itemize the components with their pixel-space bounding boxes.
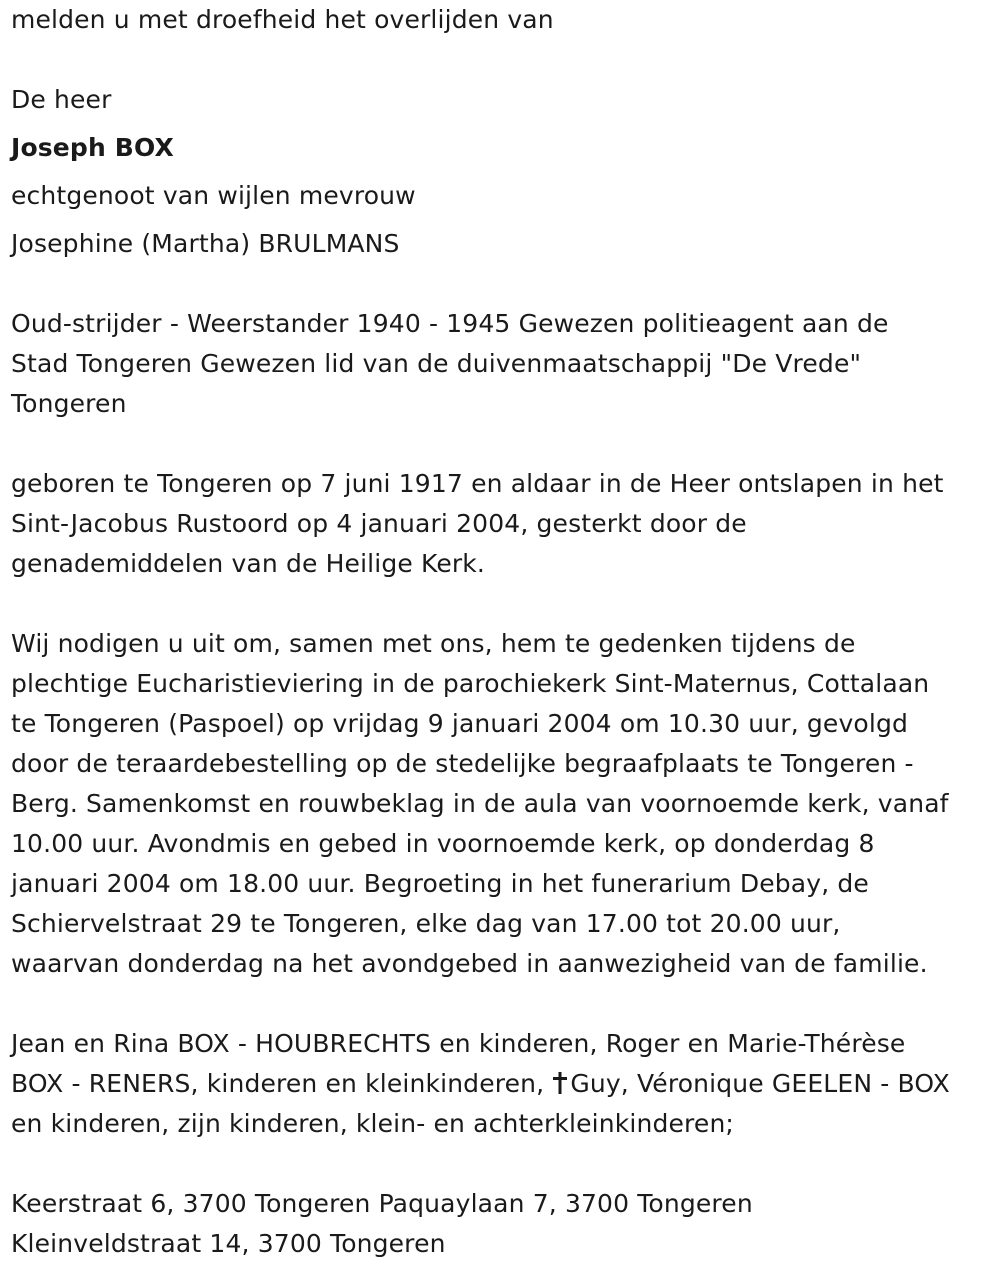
family-line: en kinderen, zijn kinderen, klein- en achterkleinkinderen; (11, 1109, 735, 1138)
ceremony-paragraph (11, 624, 996, 984)
birth-death-paragraph (11, 464, 996, 584)
titles-paragraph (11, 304, 996, 424)
obituary-notice (11, 0, 996, 1264)
spouse-intro: echtgenoot van wijlen mevrouw (11, 181, 416, 210)
address-line: Kleinveldstraat 14, 3700 Tongeren (11, 1229, 446, 1258)
family-line-part: BOX - RENERS, kinderen en kleinkinderen, (11, 1069, 545, 1098)
titles-line: Stad Tongeren Gewezen lid van de duivenmaatschappij "De Vrede" (11, 349, 862, 378)
ceremony-line: januari 2004 om 18.00 uur. Begroeting in het funerarium Debay, de (11, 869, 869, 898)
address-line: Keerstraat 6, 3700 Tongeren Paquaylaan 7, 3700 Tongeren (11, 1189, 753, 1218)
ceremony-line: Schiervelstraat 29 te Tongeren, elke dag van 17.00 tot 20.00 uur, (11, 909, 841, 938)
birth-death-line: geboren te Tongeren op 7 juni 1917 en aldaar in de Heer ontslapen in het (11, 469, 944, 498)
titles-line: Tongeren (11, 389, 127, 418)
salutation: De heer (11, 85, 112, 114)
ceremony-line: plechtige Eucharistieviering in de parochiekerk Sint-Maternus, Cottalaan (11, 669, 930, 698)
family-line: Jean en Rina BOX - HOUBRECHTS en kinderen, Roger en Marie-Thérèse (11, 1029, 906, 1058)
birth-death-line: Sint-Jacobus Rustoord op 4 januari 2004, gesterkt door de (11, 509, 747, 538)
spouse-name: Josephine (Martha) BRULMANS (11, 229, 400, 258)
family-paragraph (11, 1024, 996, 1144)
ceremony-line: Wij nodigen u uit om, samen met ons, hem te gedenken tijdens de (11, 629, 856, 658)
deceased-name: Joseph BOX (11, 133, 174, 162)
ceremony-line: te Tongeren (Paspoel) op vrijdag 9 januari 2004 om 10.30 uur, gevolgd (11, 709, 908, 738)
addresses-paragraph (11, 1184, 996, 1264)
ceremony-line: Berg. Samenkomst en rouwbeklag in de aula van voornoemde kerk, vanaf (11, 789, 949, 818)
family-line-part: Guy, Véronique GEELEN - BOX (570, 1069, 950, 1098)
family-line (11, 1064, 996, 1104)
ceremony-line: 10.00 uur. Avondmis en gebed in voornoemde kerk, op donderdag 8 (11, 829, 875, 858)
ceremony-line: waarvan donderdag na het avondgebed in aanwezigheid van de familie. (11, 949, 928, 978)
cross-icon (552, 1071, 568, 1095)
intro-text: melden u met droefheid het overlijden van (11, 5, 554, 34)
ceremony-line: door de teraardebestelling op de stedelijke begraafplaats te Tongeren - (11, 749, 914, 778)
birth-death-line: genademiddelen van de Heilige Kerk. (11, 549, 485, 578)
titles-line: Oud-strijder - Weerstander 1940 - 1945 Gewezen politieagent aan de (11, 309, 889, 338)
